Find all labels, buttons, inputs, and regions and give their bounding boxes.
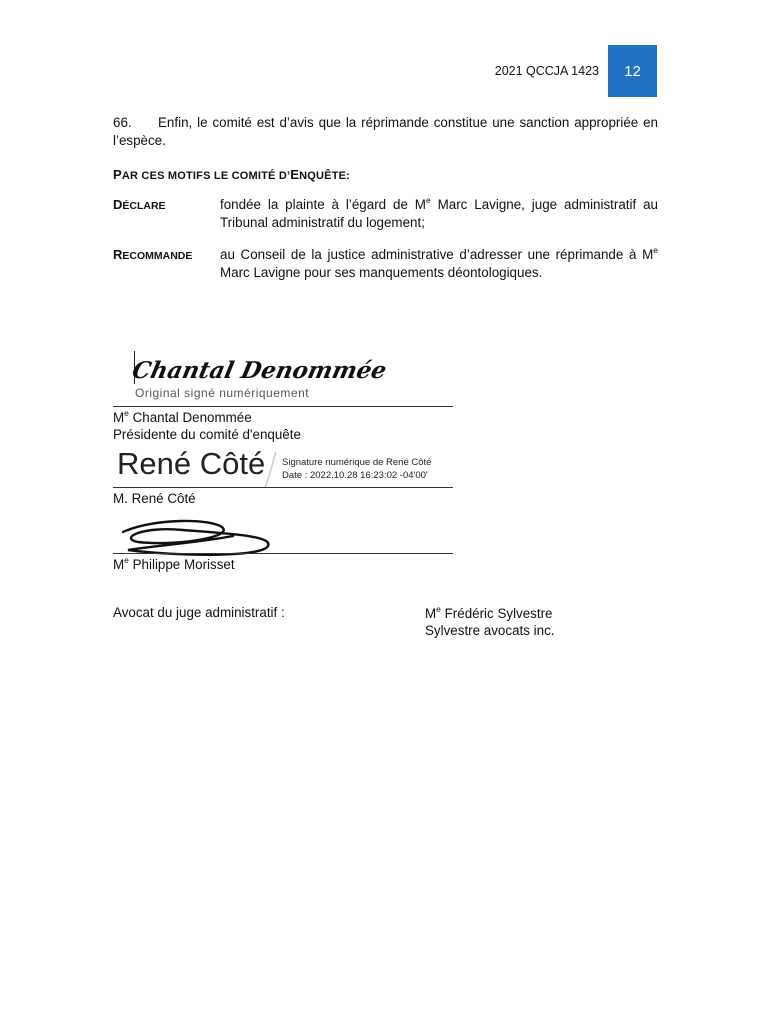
signer-morisset — [113, 556, 235, 573]
recommande-label-rest: ECOMMANDE — [122, 250, 193, 262]
morisset-handwritten-signature — [113, 516, 283, 561]
recommande-text-b: Marc Lavigne pour ses manquements déontologiques. — [220, 265, 543, 280]
counsel-name-text: Frédéric Sylvestre — [440, 606, 553, 621]
motifs-cap-1: P — [113, 167, 122, 182]
signature-line-cote — [113, 487, 453, 488]
recommande-label-cap: R — [113, 247, 123, 262]
signer-denommee — [113, 409, 301, 443]
declare-label — [113, 196, 166, 215]
recommande-label — [113, 246, 192, 265]
declare-label-rest: ÉCLARE — [122, 200, 166, 212]
declare-label-cap: D — [113, 197, 123, 212]
signer-cote: M. René Côté — [113, 491, 196, 506]
denommee-name — [113, 409, 301, 426]
paragraph-number: 66. — [113, 115, 132, 130]
counsel-names — [425, 605, 555, 639]
cote-signature-large: René Côté — [117, 446, 266, 481]
recommande-text-a: au Conseil de la justice administrative d’adresser une réprimande à M — [220, 247, 654, 262]
recommande-sup: e — [653, 244, 658, 255]
denommee-handwritten-signature — [129, 350, 389, 390]
declare-text-b: Marc Lavigne, juge administratif au Tribunal administratif du logement; — [220, 197, 658, 230]
denommee-title: Présidente du comité d'enquête — [113, 427, 301, 442]
cote-digital-signature-block — [282, 456, 431, 482]
declare-section — [113, 196, 658, 232]
recommande-text — [220, 246, 658, 282]
cote-digital-line-1: Signature numérique de René Côté — [282, 457, 432, 468]
motifs-rest-1: AR CES MOTIFS LE COMITÉ D’ — [121, 170, 291, 182]
denommee-signature-text: Chantal Denommée — [129, 357, 389, 384]
counsel-label: Avocat du juge administratif : — [113, 605, 285, 620]
header-citation: 2021 QCCJA 1423 — [494, 64, 599, 78]
cote-digital-line-2: Date : 2022.10.28 16:23:02 -04'00' — [282, 470, 428, 481]
counsel-sup: e — [436, 603, 441, 614]
paragraph-text: Enfin, le comité est d’avis que la réprimande constitue une sanction appropriée en l’espèce. — [113, 115, 658, 148]
denommee-name-text: Chantal Denommée — [128, 410, 252, 425]
recommande-section — [113, 246, 658, 282]
motifs-heading — [113, 167, 350, 182]
page-number-badge: 12 — [608, 45, 657, 97]
digitally-signed-note: Original signé numériquement — [135, 386, 310, 400]
counsel-name — [425, 605, 555, 622]
declare-text — [220, 196, 658, 232]
declare-sup: e — [425, 194, 431, 205]
signature-line-morisset — [113, 553, 453, 554]
paragraph-66 — [113, 114, 658, 150]
counsel-prefix: M — [425, 606, 437, 621]
motifs-cap-2: E — [290, 167, 300, 182]
declare-text-a: fondée la plainte à l’égard de M — [220, 197, 426, 212]
denommee-prefix: M — [113, 410, 125, 425]
digital-signature-divider — [262, 450, 282, 490]
denommee-sup: e — [124, 407, 129, 418]
morisset-name-text: Philippe Morisset — [128, 557, 235, 572]
morisset-prefix: M — [113, 557, 125, 572]
morisset-sup: e — [124, 554, 129, 565]
counsel-firm: Sylvestre avocats inc. — [425, 623, 555, 638]
motifs-rest-2: NQUÊTE: — [299, 170, 351, 182]
signature-line-denommee — [113, 406, 453, 407]
